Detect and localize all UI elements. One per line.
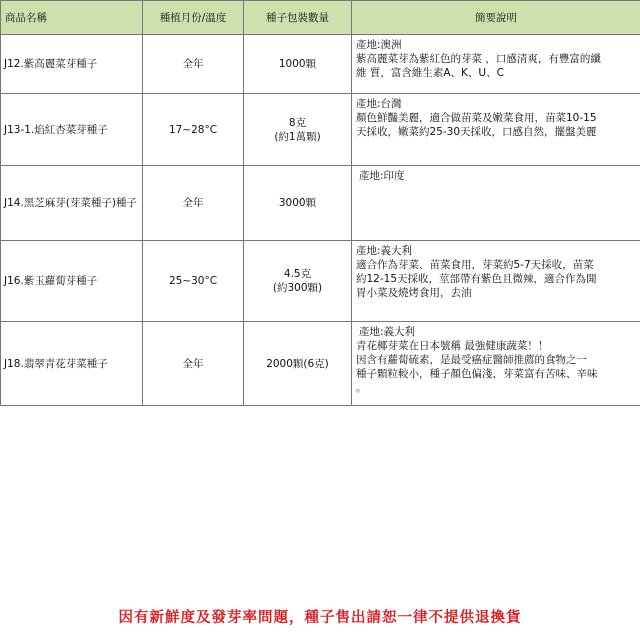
table-row (1, 35, 640, 94)
description-line: 紫高麗菜芽為紫紅色的芽菜 ，口感清爽，有豐富的纖 (356, 53, 601, 65)
product-name: J13-1.焰紅杏菜芽種子 (1, 94, 143, 166)
description-line: 青花椰芽菜在日本號稱 最強健康蔬菜！！ (356, 340, 549, 352)
table-row (1, 94, 640, 166)
description-line: 產地:澳洲 (356, 39, 402, 51)
table-row (1, 241, 640, 322)
product-quantity: 3000顆 (244, 166, 352, 241)
description-line: 顏色鮮豔美麗，適合做苗菜及嫩菜食用，苗菜10-15 (356, 112, 597, 124)
table-row (1, 322, 640, 406)
product-name: J12.紫高麗菜芽種子 (1, 35, 143, 94)
header-quantity: 種子包裝數量 (244, 1, 352, 35)
product-description (352, 241, 640, 322)
product-season: 全年 (143, 166, 244, 241)
product-name: J14.黑芝麻芽(芽菜種子)種子 (1, 166, 143, 241)
description-line: 因含有蘿蔔硫素，是最受癌症醫師推薦的食物之一 (356, 354, 587, 366)
header-product-name: 商品名稱 (1, 1, 143, 35)
description-line: 種子顆粒較小，種子顏色偏淺，芽菜富有苦味、辛味 (356, 368, 598, 380)
header-description: 簡要說明 (352, 1, 640, 35)
description-line: 胃小菜及燒烤食用，去油 (356, 287, 472, 299)
description-line: 產地:義大利 (359, 326, 416, 338)
description-line: 天採收，嫩菜約25-30天採收，口感自然，擺盤美麗 (356, 126, 597, 138)
description-line: 約12-15天採收，莖部帶有紫色且微辣，適合作為開 (356, 273, 597, 285)
description-line: 產地:台灣 (356, 98, 402, 110)
product-quantity: 4.5克 (約300顆) (244, 241, 352, 322)
product-season: 17~28°C (143, 94, 244, 166)
description-line: 產地:義大利 (356, 245, 413, 257)
product-quantity: 1000顆 (244, 35, 352, 94)
description-line: 維 質，富含維生素A、K、U、C (356, 67, 504, 79)
product-season: 全年 (143, 322, 244, 406)
product-name: J16.紫玉蘿蔔芽種子 (1, 241, 143, 322)
product-description (352, 322, 640, 406)
table-row (1, 166, 640, 241)
header-season: 種植月份/溫度 (143, 1, 244, 35)
product-description (352, 166, 640, 241)
product-description (352, 94, 640, 166)
product-season: 全年 (143, 35, 244, 94)
description-line: 產地:印度 (359, 170, 405, 182)
product-season: 25~30°C (143, 241, 244, 322)
product-quantity: 2000顆(6克) (244, 322, 352, 406)
product-name: J18.翡翠青花芽菜種子 (1, 322, 143, 406)
description-line: 。 (356, 382, 367, 394)
product-description (352, 35, 640, 94)
description-line: 適合作為芽菜、苗菜食用，芽菜約5-7天採收，苗菜 (356, 259, 594, 271)
product-quantity: 8克 (約1萬顆) (244, 94, 352, 166)
return-policy-notice: 因有新鮮度及發芽率問題，種子售出請恕一律不提供退換貨 (118, 610, 522, 626)
table-header-row (1, 1, 640, 35)
